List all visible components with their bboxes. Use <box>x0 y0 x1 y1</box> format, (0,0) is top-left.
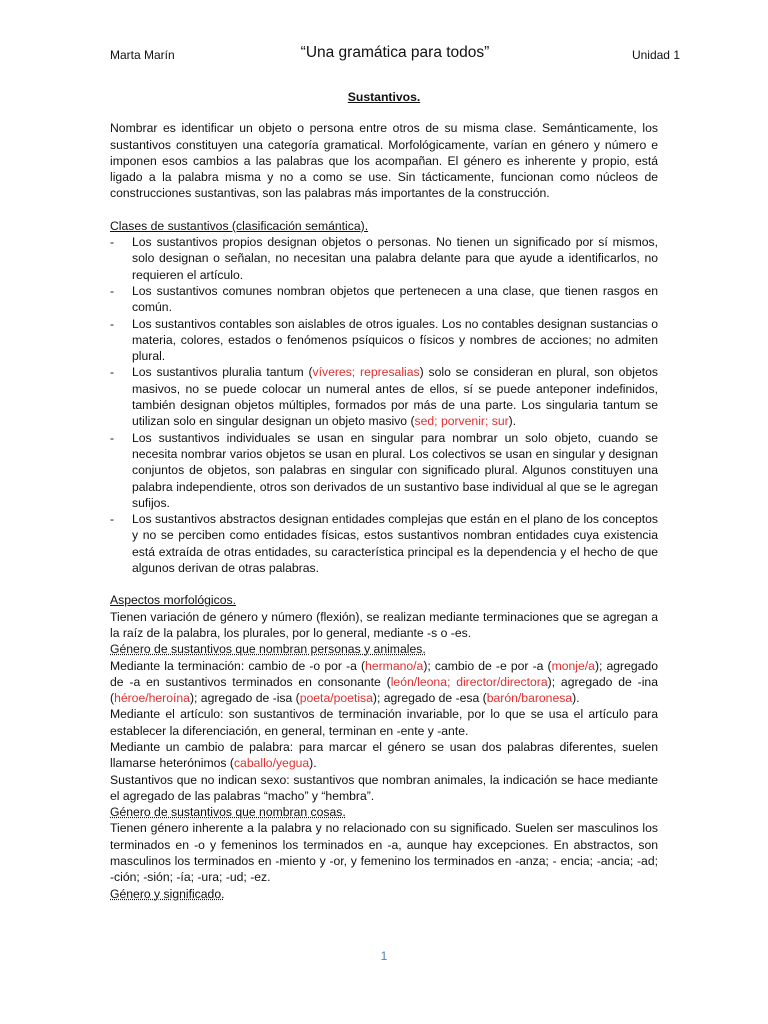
list-item-text: ) solo se consideran en plural, son objetos masivos, no se puede colocar un numeral antes de ellos, sí se puede anteponer indefinidos, también designan objetos múltiples, formados por más de una parte. Los singularia tantum se utilizan solo en singular designan un objeto masivo ( <box>132 365 658 429</box>
list-item-text: Los sustantivos comunes nombran objetos que pertenecen a una clase, que tienen rasgos en común. <box>132 283 658 315</box>
morphology-paragraph: Tienen variación de género y número (flexión), se realizan mediante terminaciones que se agregan a la raíz de la palabra, los plurales, por lo general, mediante -s o -es. <box>110 609 658 640</box>
termination-paragraph: Mediante la terminación: cambio de -o por -a (hermano/a); cambio de -e por -a (monje/a); agregado de -a en sustantivos terminados en consonante (león/leona; director/directora); agregado de -ina (héroe/heroína); agregado de -isa (poeta/poetisa); agregado de -esa (barón/baronesa). <box>110 658 658 706</box>
subheading-things: Género de sustantivos que nombran cosas. <box>110 805 346 820</box>
header-book-title: “Una gramática para todos” <box>300 44 490 61</box>
classes-heading: Clases de sustantivos (clasificación semántica). <box>110 218 369 233</box>
list-item-text: ). <box>508 414 517 429</box>
example-text: víveres; represalias <box>312 365 420 380</box>
list-item-text: Los sustantivos abstractos designan entidades complejas que están en el plano de los conceptos y no se perciben como entidades físicas, estos sustantivos nombran entidades cuya existencia está extraída de otras entidades, su característica principal es la dependencia y el hecho de que algunos derivan de otras palabras. <box>132 512 658 576</box>
subheading-gender-meaning: Género y significado. <box>110 886 225 901</box>
morphology-heading: Aspectos morfológicos. <box>110 593 236 608</box>
example-text: hermano/a <box>365 658 424 673</box>
classes-list <box>110 234 658 576</box>
list-item-text: Los sustantivos individuales se usan en singular para nombrar un solo objeto, cuando se necesita nombrar varios objetos se usan en plural. Los colectivos se usan en singular y designan conjuntos de objetos, son palabras en singular con significado plural. Algunos constituyen una palabra independiente, otros son derivados de un sustantivo base individual al que se le agregan sufijos. <box>132 430 658 510</box>
list-item <box>110 364 658 429</box>
example-text: sed; porvenir; sur <box>414 414 509 429</box>
page-header <box>110 46 680 66</box>
bullet-dash: - <box>110 512 115 527</box>
example-text: poeta/poetisa <box>299 691 373 706</box>
header-unit: Unidad 1 <box>631 48 680 62</box>
document-body <box>110 89 658 902</box>
list-item <box>110 430 658 511</box>
bullet-dash: - <box>110 365 115 380</box>
section-title: Sustantivos. <box>347 90 421 104</box>
things-paragraph: Tienen género inherente a la palabra y no relacionado con su significado. Suelen ser masculinos los terminados en -o y femeninos los terminados en -a, aunque hay excepciones. En abstractos, son masculinos los terminados en -miento y -or, y femenino los terminados en -anza; - encia; -ancia; -ad; -ción; -sión; -ía; -ura; -ud; -ez. <box>110 821 658 885</box>
bullet-dash: - <box>110 235 115 250</box>
no-sex-paragraph: Sustantivos que no indican sexo: sustantivos que nombran animales, la indicación se hace mediante el agregado de las palabras “macho” y “hembra”. <box>110 772 658 803</box>
example-text: león/leona; director/directora <box>390 674 548 689</box>
subheading-persons-animals: Género de sustantivos que nombran personas y animales. <box>110 642 426 657</box>
word-change-paragraph: Mediante un cambio de palabra: para marcar el género se usan dos palabras diferentes, suelen llamarse heterónimos (caballo/yegua). <box>110 739 658 771</box>
list-item-text: Los sustantivos pluralia tantum ( <box>132 365 313 380</box>
list-item <box>110 511 658 576</box>
bullet-dash: - <box>110 316 115 331</box>
list-item-text: Los sustantivos contables son aislables de otros iguales. Los no contables designan sustancias o materia, colores, estados o fenómenos psíquicos o físicos y nombres de acciones; no admiten plural. <box>132 316 658 364</box>
list-item <box>110 316 658 365</box>
example-text: monje/a <box>551 658 595 673</box>
example-text: barón/baronesa <box>486 691 573 706</box>
list-item <box>110 283 658 316</box>
list-item-text: Los sustantivos propios designan objetos o personas. No tienen un significado por sí mismos, solo designan o señalan, no necesitan una palabra delante para que ayude a identificarlos, no requieren el artículo. <box>132 235 658 282</box>
example-text: caballo/yegua <box>233 756 310 771</box>
example-text: héroe/heroína <box>114 691 190 706</box>
intro-paragraph: Nombrar es identificar un objeto o persona entre otros de su misma clase. Semánticamente, los sustantivos constituyen una categoría gramatical. Morfológicamente, varían en género y número e imponen esos cambios a las palabras que los acompañan. El género es inherente y propio, está ligado a la palabra misma y no a como se use. Sin tácticamente, funcionan como núcleos de construcciones sustantivas, son las palabras más importantes de la construcción. <box>110 121 658 201</box>
header-author: Marta Marín <box>110 48 175 62</box>
list-item <box>110 234 658 283</box>
article-paragraph: Mediante el artículo: son sustantivos de terminación invariable, por lo que se usa el artículo para establecer la diferenciación, en general, terminan en -ente y -ante. <box>110 707 658 738</box>
bullet-dash: - <box>110 283 115 298</box>
page-number: 1 <box>380 949 388 963</box>
bullet-dash: - <box>110 430 115 445</box>
